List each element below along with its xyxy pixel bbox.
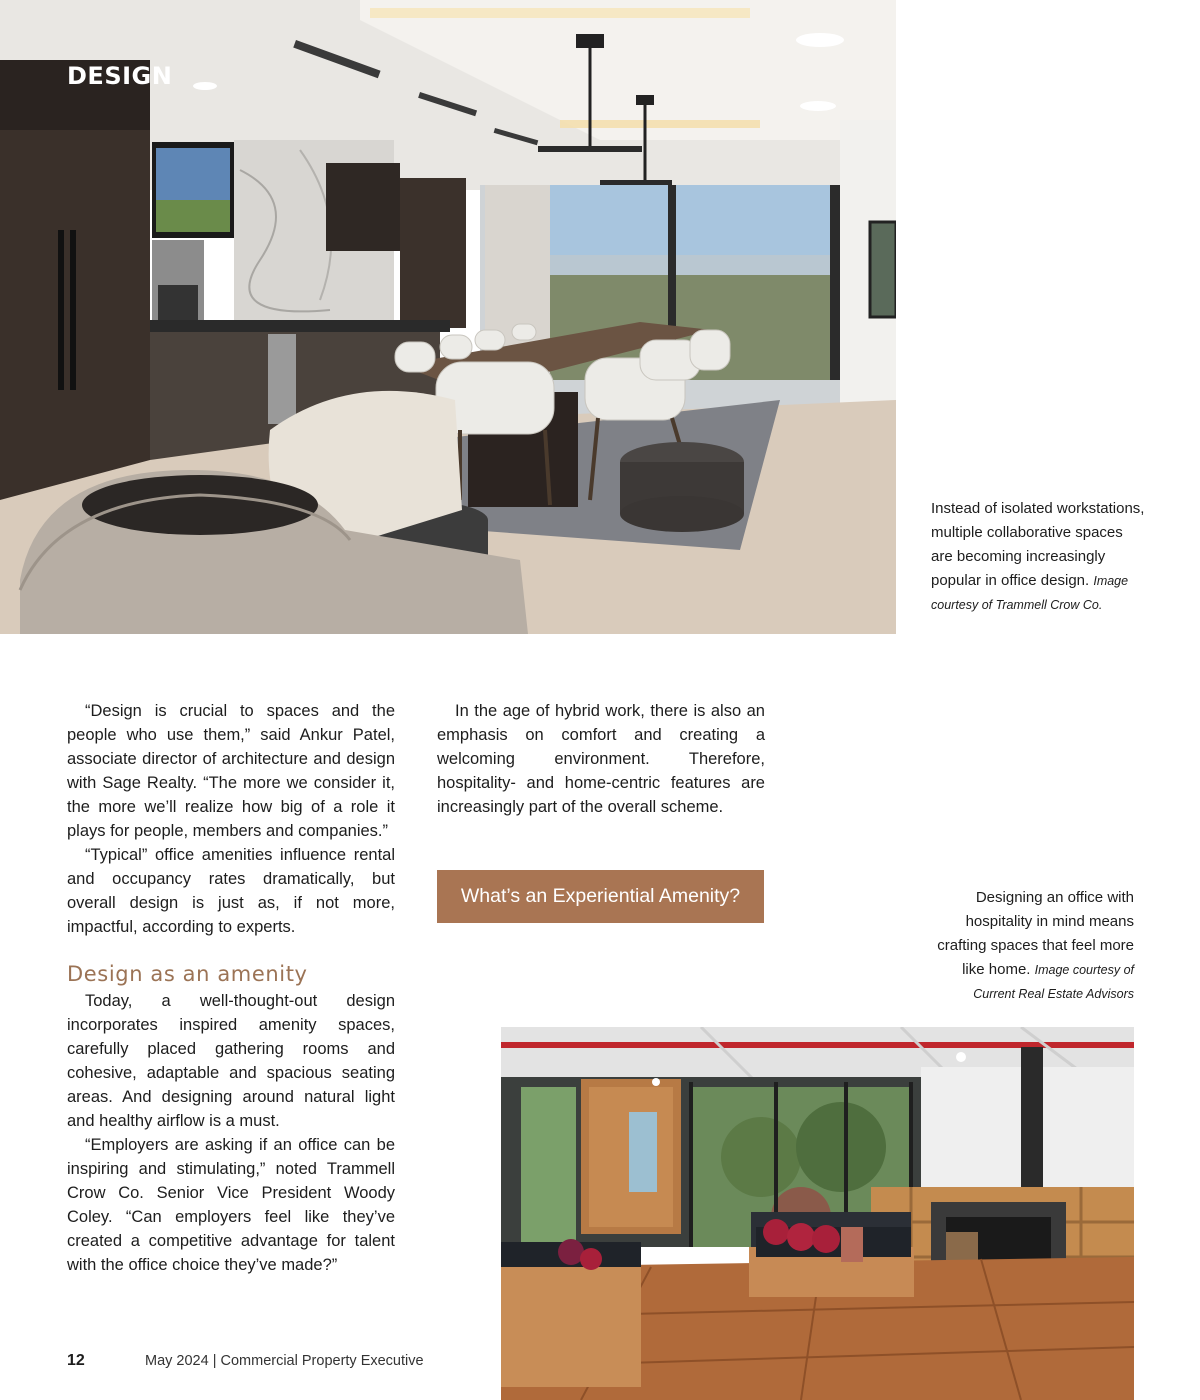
lounge-photo <box>501 1027 1134 1400</box>
article-column-middle <box>437 699 765 819</box>
caption-text: Designing an office with hospitality in mind means crafting spaces that feel more like home. <box>937 889 1134 978</box>
photo-caption-bottom <box>918 886 1134 1006</box>
photo-caption-top <box>931 497 1146 617</box>
article-paragraph: Today, a well-thought-out design incorporates inspired amenity spaces, carefully placed gathering rooms and cohesive, adaptable and spacious seating areas. And designing around natural light and healthy airflow is a must. <box>67 992 395 1130</box>
caption-credit: Image courtesy of Trammell Crow Co. <box>931 574 1129 612</box>
article-paragraph: “Employers are asking if an office can be inspiring and stimulating,” noted Trammell Crow Co. Senior Vice President Woody Coley. “Can employers feel like they’ve created a competitive advantage for talent with the office choice they’ve made?” <box>67 1136 395 1274</box>
office-dining-photo <box>0 0 896 634</box>
caption-credit: Image courtesy of Current Real Estate Advisors <box>973 963 1134 1001</box>
article-paragraph: “Design is crucial to spaces and the people who use them,” said Ankur Patel, associate director of architecture and design with Sage Realty. “The more we consider it, the more we’ll realize how big of a role it plays for people, members and companies.” <box>67 702 395 840</box>
experiential-amenity-callout[interactable]: What’s an Experiential Amenity? <box>437 870 764 923</box>
caption-text: Instead of isolated workstations, multiple collaborative spaces are becoming increasingly popular in office design. <box>931 500 1145 589</box>
article-column-left <box>67 699 395 1277</box>
section-subheading: Design as an amenity <box>67 962 308 986</box>
article-paragraph: “Typical” office amenities influence rental and occupancy rates dramatically, but overall design is just as, if not more, impactful, according to experts. <box>67 846 395 936</box>
section-label: DESIGN <box>67 62 173 90</box>
article-paragraph: In the age of hybrid work, there is also an emphasis on comfort and creating a welcoming environment. Therefore, hospitality- and home-centric features are increasingly part of the overall scheme. <box>437 702 765 816</box>
page-number: 12 <box>67 1352 85 1369</box>
publication-info: May 2024 | Commercial Property Executive <box>145 1353 424 1369</box>
